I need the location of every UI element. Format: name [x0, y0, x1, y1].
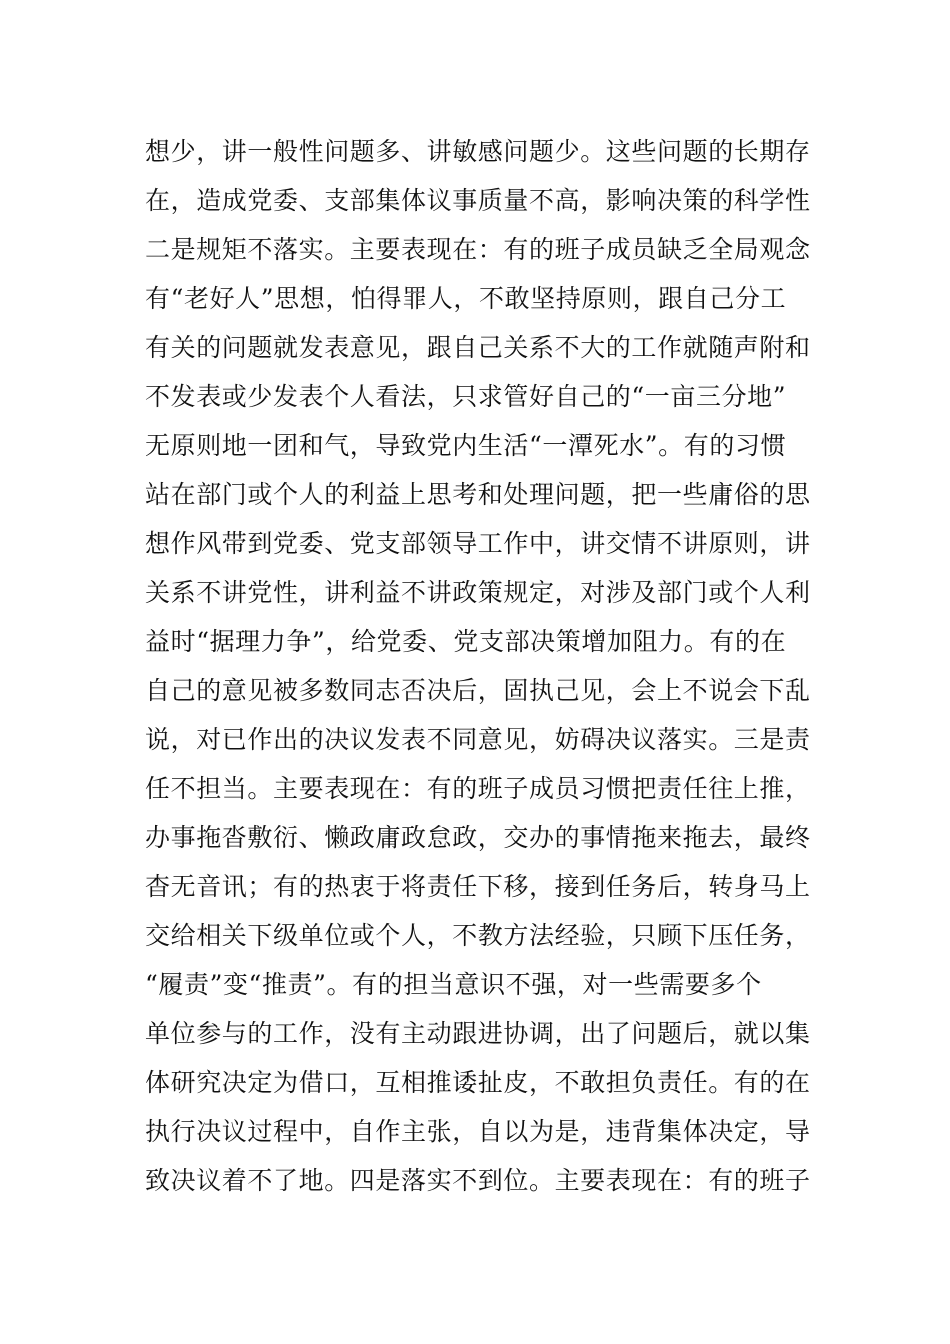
text-line: 单位参与的工作，没有主动跟进协调，出了问题后，就以集 [145, 1019, 811, 1048]
text-line: 益时“据理力争”，给党委、党支部决策增加阻力。有的在 [145, 627, 787, 656]
text-line: 有关的问题就发表意见，跟自己关系不大的工作就随声附和 [145, 333, 811, 362]
text-line: 杳无音讯；有的热衷于将责任下移，接到任务后，转身马上 [145, 872, 811, 901]
text-line: 体研究决定为借口，互相推诿扯皮，不敢担负责任。有的在 [145, 1068, 811, 1097]
text-line: 办事拖沓敷衍、懒政庸政怠政，交办的事情拖来拖去，最终 [145, 823, 811, 852]
text-line: 站在部门或个人的利益上思考和处理问题，把一些庸俗的思 [145, 480, 811, 509]
body-text [145, 127, 815, 1205]
text-line: 自己的意见被多数同志否决后，固执己见，会上不说会下乱 [145, 676, 811, 705]
text-line: 二是规矩不落实。主要表现在：有的班子成员缺乏全局观念 [145, 235, 811, 264]
text-line: 执行决议过程中，自作主张，自以为是，违背集体决定，导 [145, 1117, 811, 1146]
text-line: 无原则地一团和气，导致党内生活“一潭死水”。有的习惯 [145, 431, 787, 460]
text-line: 在，造成党委、支部集体议事质量不高，影响决策的科学性 [145, 186, 811, 215]
text-line: 致决议着不了地。四是落实不到位。主要表现在：有的班子 [145, 1166, 811, 1195]
text-line: 关系不讲党性，讲利益不讲政策规定，对涉及部门或个人利 [145, 578, 811, 607]
text-line: 不发表或少发表个人看法，只求管好自己的“一亩三分地” [145, 382, 787, 411]
text-line: 说，对已作出的决议发表不同意见，妨碍决议落实。三是责 [145, 725, 811, 754]
text-line: 有“老好人”思想，怕得罪人，不敢坚持原则，跟自己分工 [145, 284, 787, 313]
text-line: 想少，讲一般性问题多、讲敏感问题少。这些问题的长期存 [145, 137, 811, 166]
text-line: 任不担当。主要表现在：有的班子成员习惯把责任往上推， [145, 774, 811, 803]
text-line: 想作风带到党委、党支部领导工作中，讲交情不讲原则，讲 [145, 529, 811, 558]
text-line: 交给相关下级单位或个人，不教方法经验，只顾下压任务， [145, 921, 811, 950]
text-line: “履责”变“推责”。有的担当意识不强，对一些需要多个 [145, 970, 762, 999]
